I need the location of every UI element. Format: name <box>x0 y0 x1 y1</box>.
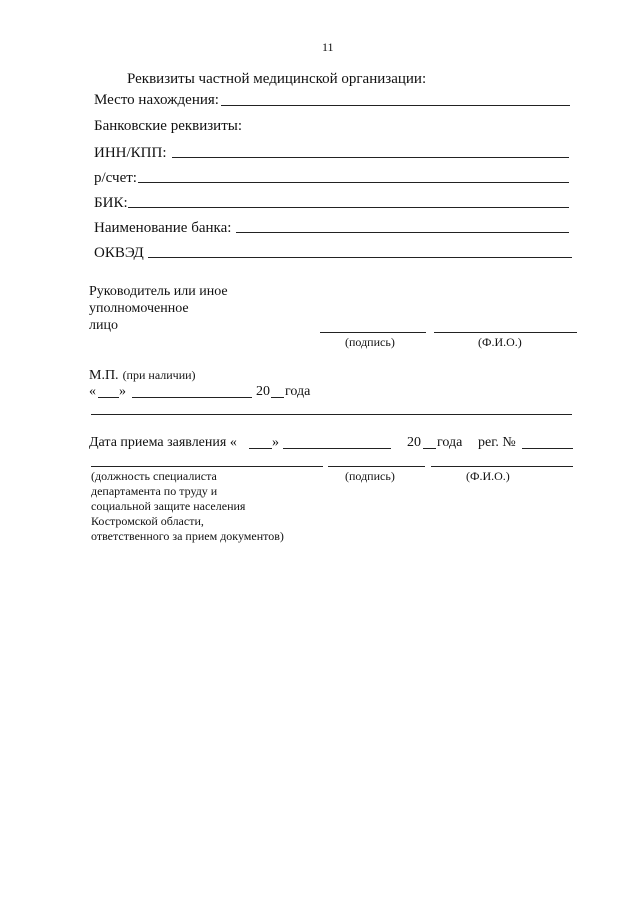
receipt-year-prefix: 20 <box>407 435 421 450</box>
stamp-day-line[interactable] <box>98 397 119 398</box>
specialist-line-1: (должность специалиста <box>91 469 217 483</box>
specialist-line-3: социальной защите населения <box>91 499 246 513</box>
specialist-line-5: ответственного за прием документов) <box>91 529 284 543</box>
okved-field-line[interactable] <box>148 257 572 258</box>
separator-line <box>91 414 572 415</box>
head-name-caption: (Ф.И.О.) <box>478 335 522 349</box>
stamp-year-suffix: года <box>285 384 311 399</box>
receipt-reg-label: рег. № <box>478 435 516 450</box>
requisites-heading: Реквизиты частной медицинской организации: <box>127 71 427 87</box>
receipt-reg-number-line[interactable] <box>522 448 573 449</box>
bik-label: БИК: <box>94 195 128 211</box>
okved-label: ОКВЭД <box>94 245 144 261</box>
stamp-date-open-quote: « <box>89 384 96 399</box>
receipt-label: Дата приема заявления « <box>89 435 237 450</box>
bank-name-label: Наименование банка: <box>94 220 232 236</box>
receipt-year-suffix: года <box>437 435 463 450</box>
receipt-month-line[interactable] <box>283 448 391 449</box>
account-field-line[interactable] <box>138 182 569 183</box>
specialist-signature-line[interactable] <box>328 466 425 467</box>
inn-kpp-field-line[interactable] <box>172 157 569 158</box>
stamp-year-prefix: 20 <box>256 384 270 399</box>
head-line-1: Руководитель или иное <box>89 284 228 299</box>
stamp-month-line[interactable] <box>132 397 252 398</box>
page-number: 11 <box>322 40 334 54</box>
location-label: Место нахождения: <box>94 92 219 108</box>
specialist-line-2: департамента по труду и <box>91 484 218 498</box>
head-signature-caption: (подпись) <box>345 335 395 349</box>
stamp-label-main: М.П. <box>89 368 119 383</box>
specialist-name-caption: (Ф.И.О.) <box>466 469 510 483</box>
head-line-3: лицо <box>89 318 118 333</box>
stamp-date-close-quote: » <box>119 384 126 399</box>
specialist-line-4: Костромской области, <box>91 514 204 528</box>
location-field-line[interactable] <box>221 105 570 106</box>
bik-field-line[interactable] <box>128 207 569 208</box>
head-signature-line[interactable] <box>320 332 426 333</box>
inn-kpp-label: ИНН/КПП: <box>94 145 167 161</box>
bank-details-label: Банковские реквизиты: <box>94 118 243 134</box>
stamp-label <box>89 366 196 384</box>
account-label: р/счет: <box>94 170 137 186</box>
bank-name-field-line[interactable] <box>236 232 569 233</box>
receipt-close-quote: » <box>272 435 279 450</box>
specialist-position-line[interactable] <box>91 466 323 467</box>
stamp-year-line[interactable] <box>271 397 284 398</box>
head-name-line[interactable] <box>434 332 577 333</box>
specialist-name-line[interactable] <box>431 466 573 467</box>
receipt-year-line[interactable] <box>423 448 436 449</box>
receipt-day-line[interactable] <box>249 448 272 449</box>
head-line-2: уполномоченное <box>89 301 189 316</box>
specialist-signature-caption: (подпись) <box>345 469 395 483</box>
stamp-label-note: (при наличии) <box>122 368 196 382</box>
